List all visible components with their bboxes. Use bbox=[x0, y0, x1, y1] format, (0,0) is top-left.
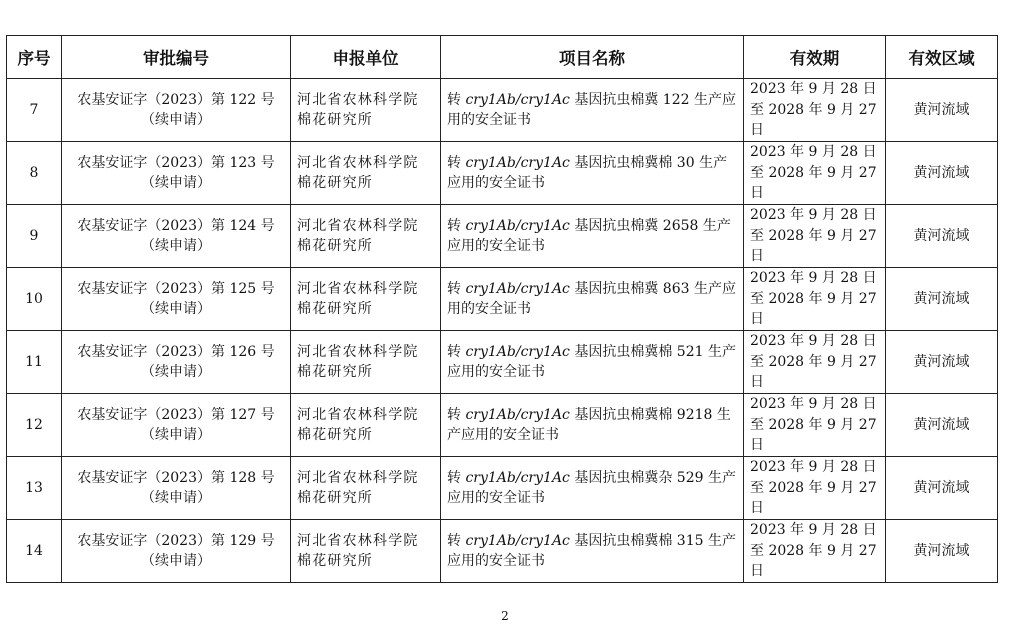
valid-region-cell: 黄河流域 bbox=[886, 205, 998, 268]
project-line-1 bbox=[447, 468, 737, 489]
applicant-cell bbox=[291, 331, 441, 394]
renewal-note: （续申请） bbox=[141, 364, 211, 380]
project-line-1 bbox=[447, 342, 737, 363]
applicant-line-2: 棉花研究所 bbox=[297, 301, 373, 317]
validity-start: 2023 年 9 月 28 日 bbox=[750, 459, 877, 476]
project-prefix: 转 bbox=[447, 406, 466, 423]
project-name-cell bbox=[441, 79, 744, 142]
gene-name: cry1Ab/cry1Ac bbox=[465, 532, 570, 549]
project-name-cell bbox=[441, 331, 744, 394]
seq-cell: 13 bbox=[7, 457, 62, 520]
valid-region-cell: 黄河流域 bbox=[886, 79, 998, 142]
validity-end: 至 2028 年 9 月 27 bbox=[750, 164, 877, 181]
seq-cell: 11 bbox=[7, 331, 62, 394]
validity-start: 2023 年 9 月 28 日 bbox=[750, 207, 877, 224]
validity-cell bbox=[744, 394, 886, 457]
table-row bbox=[7, 205, 998, 268]
table-row bbox=[7, 331, 998, 394]
project-prefix: 转 bbox=[447, 532, 466, 549]
applicant-line-2: 棉花研究所 bbox=[297, 490, 373, 506]
seq-cell: 9 bbox=[7, 205, 62, 268]
project-line-1 bbox=[447, 405, 737, 426]
applicant-cell bbox=[291, 394, 441, 457]
project-name-cell bbox=[441, 457, 744, 520]
renewal-note: （续申请） bbox=[141, 238, 211, 254]
applicant-cell bbox=[291, 79, 441, 142]
valid-region-cell: 黄河流域 bbox=[886, 142, 998, 205]
approval-no-cell bbox=[62, 331, 291, 394]
project-prefix: 转 bbox=[447, 280, 466, 297]
validity-cell bbox=[744, 331, 886, 394]
valid-region-cell: 黄河流域 bbox=[886, 520, 998, 583]
applicant-line-2: 棉花研究所 bbox=[297, 364, 373, 380]
applicant-line-2: 棉花研究所 bbox=[297, 112, 373, 128]
validity-cell bbox=[744, 142, 886, 205]
project-line-1-rest: 基因抗虫棉冀棉 30 生产 bbox=[569, 154, 728, 171]
seq-cell: 7 bbox=[7, 79, 62, 142]
approval-no-cell bbox=[62, 142, 291, 205]
approval-no-cell bbox=[62, 205, 291, 268]
applicant-line-2: 棉花研究所 bbox=[297, 238, 373, 254]
approval-no-cell bbox=[62, 457, 291, 520]
project-line-2: 应用的安全证书 bbox=[447, 553, 545, 569]
project-line-1-rest: 基因抗虫棉冀棉 9218 生 bbox=[569, 406, 731, 423]
validity-start: 2023 年 9 月 28 日 bbox=[750, 522, 877, 539]
validity-end-day: 日 bbox=[750, 437, 764, 454]
table-row bbox=[7, 520, 998, 583]
validity-start: 2023 年 9 月 28 日 bbox=[750, 144, 877, 161]
gene-name: cry1Ab/cry1Ac bbox=[465, 91, 570, 108]
validity-start: 2023 年 9 月 28 日 bbox=[750, 270, 877, 287]
project-name-cell bbox=[441, 520, 744, 583]
table-row bbox=[7, 79, 998, 142]
header-validity: 有效期 bbox=[744, 36, 886, 79]
project-line-1-rest: 基因抗虫棉冀 2658 生产 bbox=[569, 217, 731, 234]
applicant-line-1: 河北省农林科学院 bbox=[297, 406, 419, 423]
applicant-line-1: 河北省农林科学院 bbox=[297, 343, 419, 360]
renewal-note: （续申请） bbox=[141, 427, 211, 443]
validity-cell bbox=[744, 520, 886, 583]
project-name-cell bbox=[441, 394, 744, 457]
applicant-line-2: 棉花研究所 bbox=[297, 553, 373, 569]
approval-no-cell bbox=[62, 79, 291, 142]
applicant-cell bbox=[291, 520, 441, 583]
seq-cell: 8 bbox=[7, 142, 62, 205]
table-row bbox=[7, 142, 998, 205]
valid-region-cell: 黄河流域 bbox=[886, 457, 998, 520]
project-name-cell bbox=[441, 142, 744, 205]
validity-end-day: 日 bbox=[750, 500, 764, 517]
project-line-1-rest: 基因抗虫棉冀杂 529 生产 bbox=[569, 469, 736, 486]
header-valid-region: 有效区域 bbox=[886, 36, 998, 79]
renewal-note: （续申请） bbox=[141, 112, 211, 128]
project-line-1-rest: 基因抗虫棉冀 122 生产应 bbox=[569, 91, 736, 108]
gene-name: cry1Ab/cry1Ac bbox=[465, 343, 570, 360]
validity-end: 至 2028 年 9 月 27 bbox=[750, 101, 877, 118]
gene-name: cry1Ab/cry1Ac bbox=[465, 217, 570, 234]
valid-region-cell: 黄河流域 bbox=[886, 331, 998, 394]
approval-no-text: 农基安证字（2023）第 128 号 bbox=[77, 469, 275, 486]
approval-no-cell bbox=[62, 394, 291, 457]
seq-cell: 14 bbox=[7, 520, 62, 583]
valid-region-cell: 黄河流域 bbox=[886, 268, 998, 331]
project-line-1 bbox=[447, 531, 737, 552]
applicant-cell bbox=[291, 205, 441, 268]
project-prefix: 转 bbox=[447, 91, 466, 108]
applicant-cell bbox=[291, 142, 441, 205]
project-line-2: 应用的安全证书 bbox=[447, 490, 545, 506]
project-line-1-rest: 基因抗虫棉冀 863 生产应 bbox=[569, 280, 736, 297]
table-row bbox=[7, 268, 998, 331]
approval-no-text: 农基安证字（2023）第 123 号 bbox=[77, 154, 275, 171]
validity-cell bbox=[744, 79, 886, 142]
project-name-cell bbox=[441, 268, 744, 331]
project-name-cell bbox=[441, 205, 744, 268]
project-line-2: 用的安全证书 bbox=[447, 112, 531, 128]
renewal-note: （续申请） bbox=[141, 175, 211, 191]
approval-no-cell bbox=[62, 520, 291, 583]
applicant-cell bbox=[291, 268, 441, 331]
header-seq: 序号 bbox=[7, 36, 62, 79]
project-line-2: 应用的安全证书 bbox=[447, 175, 545, 191]
approval-no-text: 农基安证字（2023）第 125 号 bbox=[77, 280, 275, 297]
validity-end: 至 2028 年 9 月 27 bbox=[750, 227, 877, 244]
header-project-name: 项目名称 bbox=[441, 36, 744, 79]
page-number: 2 bbox=[501, 609, 509, 623]
table-row bbox=[7, 457, 998, 520]
validity-end-day: 日 bbox=[750, 122, 764, 139]
applicant-line-1: 河北省农林科学院 bbox=[297, 280, 419, 297]
project-line-2: 产应用的安全证书 bbox=[447, 427, 559, 443]
project-line-1 bbox=[447, 279, 737, 300]
validity-cell bbox=[744, 457, 886, 520]
valid-region-cell: 黄河流域 bbox=[886, 394, 998, 457]
approval-no-text: 农基安证字（2023）第 129 号 bbox=[77, 532, 275, 549]
header-approval-no: 审批编号 bbox=[62, 36, 291, 79]
project-line-1 bbox=[447, 90, 737, 111]
approval-no-text: 农基安证字（2023）第 127 号 bbox=[77, 406, 275, 423]
project-prefix: 转 bbox=[447, 217, 466, 234]
validity-end: 至 2028 年 9 月 27 bbox=[750, 290, 877, 307]
applicant-line-2: 棉花研究所 bbox=[297, 427, 373, 443]
approval-no-cell bbox=[62, 268, 291, 331]
validity-end-day: 日 bbox=[750, 248, 764, 265]
renewal-note: （续申请） bbox=[141, 490, 211, 506]
gene-name: cry1Ab/cry1Ac bbox=[465, 154, 570, 171]
project-prefix: 转 bbox=[447, 469, 466, 486]
approval-table bbox=[6, 35, 998, 583]
table-header-row bbox=[7, 36, 998, 79]
project-line-2: 应用的安全证书 bbox=[447, 238, 545, 254]
validity-end-day: 日 bbox=[750, 374, 764, 391]
gene-name: cry1Ab/cry1Ac bbox=[465, 406, 570, 423]
applicant-line-2: 棉花研究所 bbox=[297, 175, 373, 191]
renewal-note: （续申请） bbox=[141, 301, 211, 317]
applicant-line-1: 河北省农林科学院 bbox=[297, 154, 419, 171]
applicant-line-1: 河北省农林科学院 bbox=[297, 532, 419, 549]
applicant-line-1: 河北省农林科学院 bbox=[297, 217, 419, 234]
renewal-note: （续申请） bbox=[141, 553, 211, 569]
validity-end-day: 日 bbox=[750, 563, 764, 580]
applicant-line-1: 河北省农林科学院 bbox=[297, 91, 419, 108]
approval-no-text: 农基安证字（2023）第 122 号 bbox=[77, 91, 275, 108]
project-line-2: 应用的安全证书 bbox=[447, 364, 545, 380]
gene-name: cry1Ab/cry1Ac bbox=[465, 469, 570, 486]
validity-end-day: 日 bbox=[750, 185, 764, 202]
validity-start: 2023 年 9 月 28 日 bbox=[750, 396, 877, 413]
table-row bbox=[7, 394, 998, 457]
seq-cell: 12 bbox=[7, 394, 62, 457]
validity-start: 2023 年 9 月 28 日 bbox=[750, 81, 877, 98]
seq-cell: 10 bbox=[7, 268, 62, 331]
validity-cell bbox=[744, 268, 886, 331]
approval-no-text: 农基安证字（2023）第 126 号 bbox=[77, 343, 275, 360]
approval-no-text: 农基安证字（2023）第 124 号 bbox=[77, 217, 275, 234]
applicant-line-1: 河北省农林科学院 bbox=[297, 469, 419, 486]
gene-name: cry1Ab/cry1Ac bbox=[465, 280, 570, 297]
project-line-1-rest: 基因抗虫棉冀棉 315 生产 bbox=[569, 532, 736, 549]
validity-end: 至 2028 年 9 月 27 bbox=[750, 416, 877, 433]
validity-end: 至 2028 年 9 月 27 bbox=[750, 479, 877, 496]
applicant-cell bbox=[291, 457, 441, 520]
validity-end-day: 日 bbox=[750, 311, 764, 328]
project-prefix: 转 bbox=[447, 154, 466, 171]
project-prefix: 转 bbox=[447, 343, 466, 360]
project-line-1 bbox=[447, 153, 737, 174]
project-line-1 bbox=[447, 216, 737, 237]
validity-end: 至 2028 年 9 月 27 bbox=[750, 353, 877, 370]
project-line-1-rest: 基因抗虫棉冀棉 521 生产 bbox=[569, 343, 736, 360]
header-applicant: 申报单位 bbox=[291, 36, 441, 79]
validity-cell bbox=[744, 205, 886, 268]
validity-end: 至 2028 年 9 月 27 bbox=[750, 542, 877, 559]
validity-start: 2023 年 9 月 28 日 bbox=[750, 333, 877, 350]
project-line-2: 用的安全证书 bbox=[447, 301, 531, 317]
